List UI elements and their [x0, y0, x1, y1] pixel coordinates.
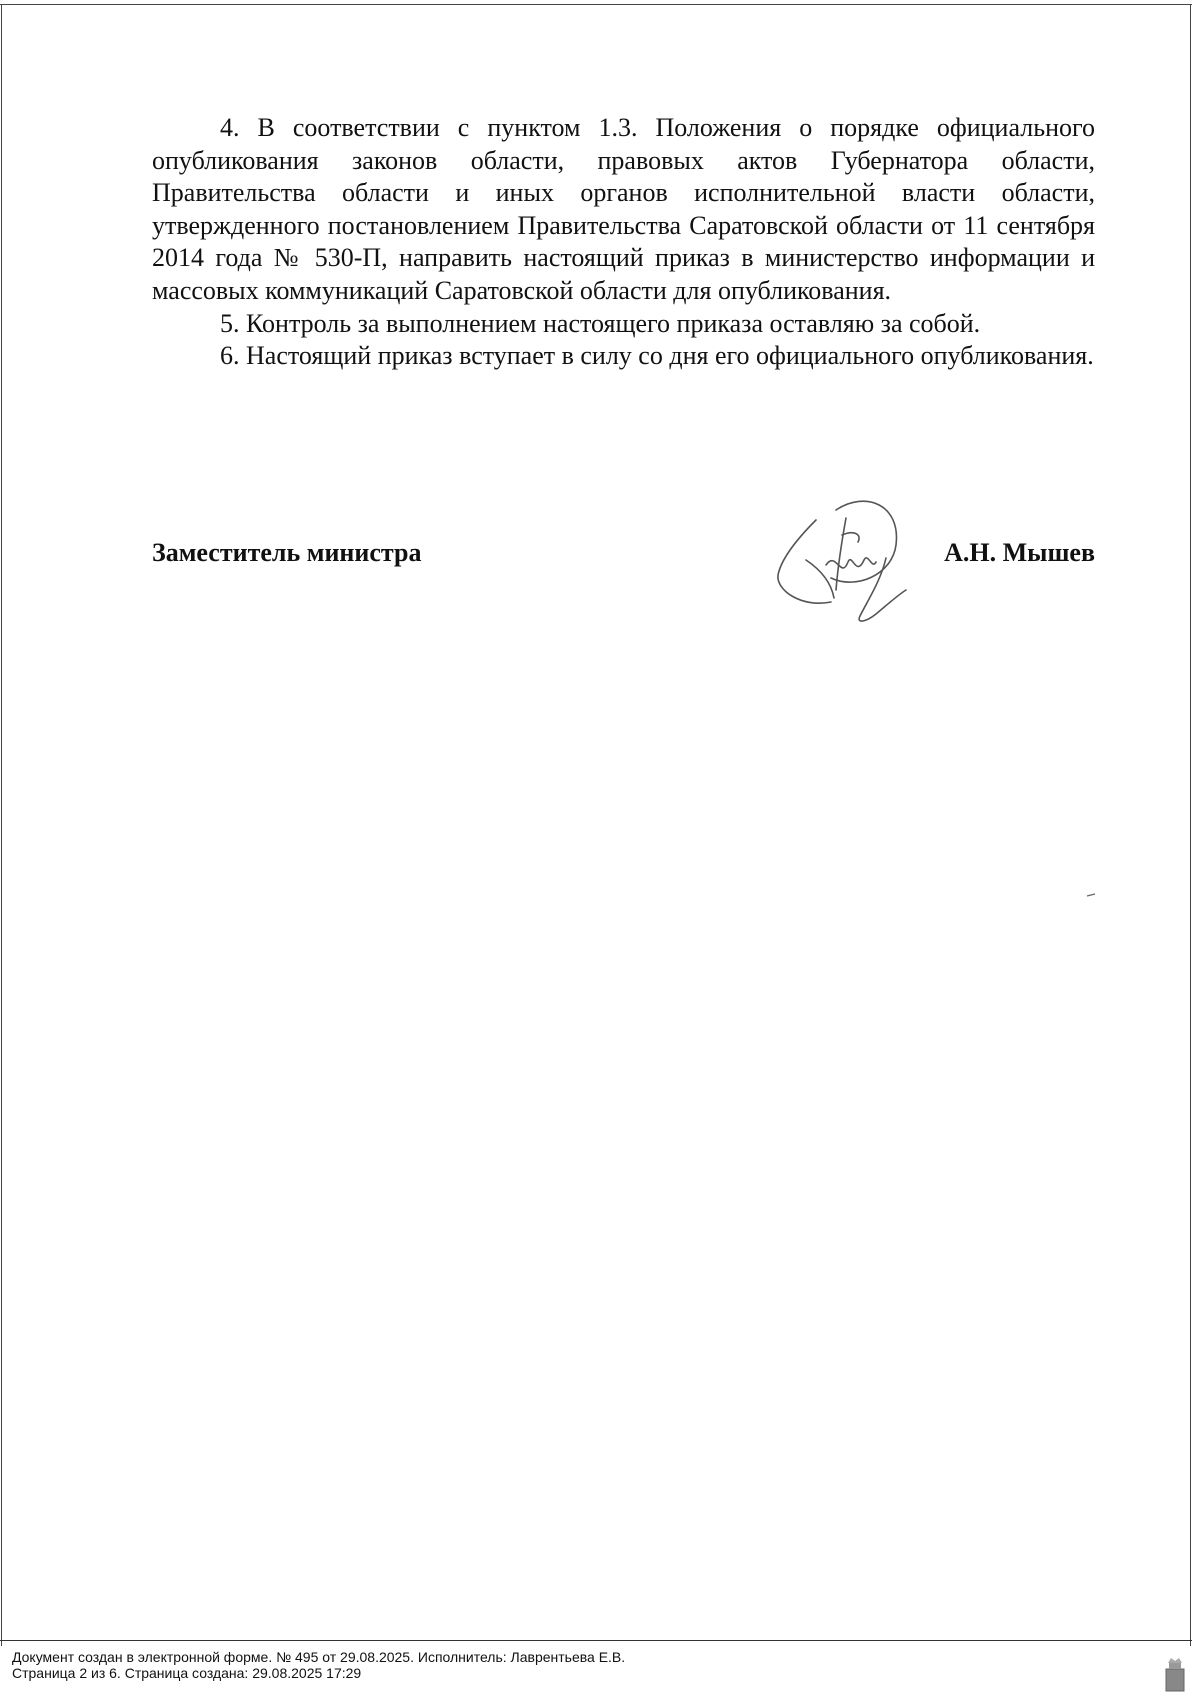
footer-page-info: Страница 2 из 6. Страница создана: 29.08.2025 17:29	[12, 1665, 362, 1681]
document-body	[152, 112, 1095, 373]
scan-speck	[1086, 893, 1096, 897]
signatory-name: А.Н. Мышев	[944, 538, 1095, 567]
signature-block	[152, 538, 1095, 578]
footer-document-info: Документ создан в электронной форме. № 495 от 29.08.2025. Исполнитель: Лаврентьева Е.В.	[12, 1649, 626, 1665]
scan-edge-right	[1190, 4, 1191, 1646]
paragraph-5: 5. Контроль за выполнением настоящего приказа оставляю за собой.	[220, 308, 981, 338]
handwritten-signature	[776, 490, 926, 640]
paragraph-6: 6. Настоящий приказ вступает в силу со дня его официального опубликования.	[220, 341, 1094, 371]
scan-edge-top	[0, 4, 1192, 5]
signatory-title: Заместитель министра	[152, 538, 422, 567]
paragraph-4: 4. В соответствии с пунктом 1.3. Положения о порядке официального опубликования законов области, правовых актов Губернатора области, Правительства области и иных органов исполнительной власти области, утвержденного постановлением Правительства Саратовской области от 11 сентября 2014 года № 530-П, направить настоящий приказ в министерство информации и массовых коммуникаций Саратовской области для опубликования.	[152, 113, 1095, 305]
document-footer	[0, 1640, 1192, 1699]
scan-edge-left	[1, 4, 2, 1646]
document-stamp-icon	[1164, 1655, 1186, 1693]
